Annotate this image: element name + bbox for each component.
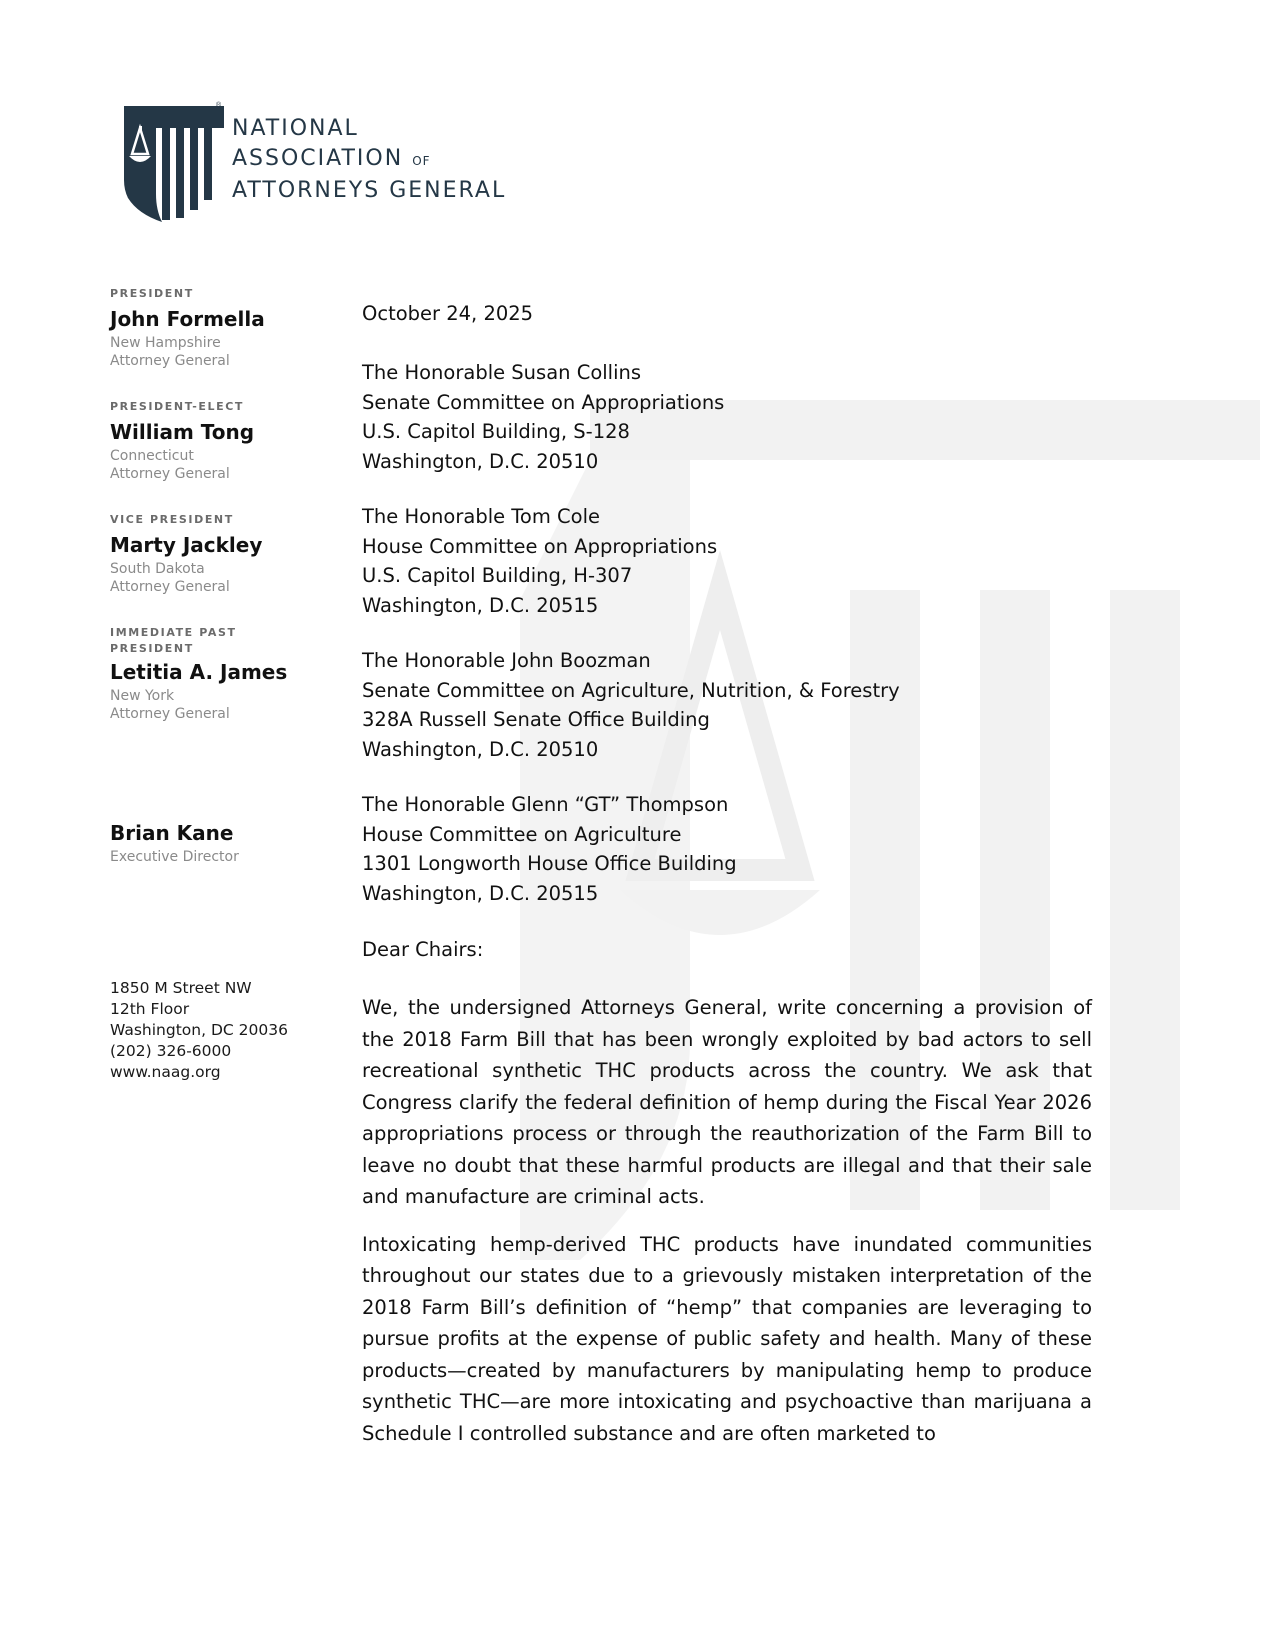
- executive-director: [110, 816, 330, 866]
- contact-website: www.naag.org: [110, 1063, 221, 1081]
- logo-wordmark: [232, 114, 506, 206]
- officer-role: PRESIDENT: [110, 642, 194, 655]
- addressee-building: U.S. Capitol Building, H-307: [362, 564, 633, 587]
- registered-mark: ®: [216, 102, 222, 109]
- body-paragraph: Intoxicating hemp-derived THC products have inundated communities throughout our states due to a grievously mistaken interpretation of the 2018 Farm Bill’s definition of “hemp” that companies are leveraging to pursue profits at the expense of public safety and health. Many of these products—created by manufacturers by manipulating hemp to produce synthetic THC—are more intoxicating and psychoactive than marijuana a Schedule I controlled substance and are often marketed to: [362, 1232, 1092, 1445]
- officer-name: William Tong: [110, 420, 255, 444]
- naag-logo: [106, 98, 546, 230]
- scales-column-icon: [122, 106, 230, 224]
- logo-line-3: ATTORNEYS GENERAL: [232, 178, 507, 203]
- officer-immediate-past-president: [110, 625, 330, 723]
- officer-state: New Hampshire: [110, 335, 221, 351]
- officer-title: Attorney General: [110, 706, 230, 722]
- contact-phone: (202) 326-6000: [110, 1042, 232, 1060]
- addressee-building: 328A Russell Senate Office Building: [362, 708, 710, 731]
- contact-address: [110, 978, 288, 1083]
- officer-president-elect: [110, 399, 330, 483]
- addressee-city: Washington, D.C. 20510: [362, 737, 599, 761]
- body-paragraph: We, the undersigned Attorneys General, write concerning a provision of the 2018 Farm Bill that has been wrongly exploited by bad actors to sell recreational synthetic THC products across the country. We ask that Congress clarify the federal definition of hemp during the Fiscal Year 2026 appropriations process or through the reauthorization of the Farm Bill to leave no doubt that these harmful products are illegal and that their sale and manufacture are criminal acts.: [362, 996, 1092, 1208]
- officer-state: Connecticut: [110, 448, 194, 464]
- addressee-city: Washington, D.C. 20515: [362, 881, 599, 905]
- letter-date: October 24, 2025: [362, 302, 534, 325]
- officer-state: South Dakota: [110, 561, 205, 577]
- addressee-block: [362, 358, 1092, 476]
- officer-role: PRESIDENT-ELECT: [110, 400, 244, 413]
- address-city: Washington, DC 20036: [110, 1021, 288, 1039]
- officer-title: Executive Director: [110, 849, 239, 865]
- officer-role: VICE PRESIDENT: [110, 513, 234, 526]
- address-street: 1850 M Street NW: [110, 979, 252, 997]
- addressee-name: The Honorable Susan Collins: [362, 361, 642, 384]
- officer-name: Brian Kane: [110, 821, 234, 845]
- addressee-block: [362, 502, 1092, 620]
- officer-president: [110, 286, 330, 370]
- officer-state: New York: [110, 688, 175, 704]
- addressee-city: Washington, D.C. 20510: [362, 449, 599, 473]
- officer-title: Attorney General: [110, 466, 230, 482]
- logo-line-1: NATIONAL: [232, 116, 359, 141]
- officer-name: John Formella: [110, 307, 265, 331]
- logo-line-2: [232, 144, 506, 176]
- addressee-building: 1301 Longworth House Office Building: [362, 852, 737, 875]
- officer-title: Attorney General: [110, 579, 230, 595]
- addressee-name: The Honorable John Boozman: [362, 649, 651, 672]
- officer-vice-president: [110, 512, 330, 596]
- addressee-name: The Honorable Glenn “GT” Thompson: [362, 793, 729, 816]
- letter-body: [362, 300, 1092, 1449]
- addressee-building: U.S. Capitol Building, S-128: [362, 420, 630, 443]
- officer-role: IMMEDIATE PAST: [110, 626, 237, 639]
- addressee-name: The Honorable Tom Cole: [362, 505, 600, 528]
- addressee-committee: House Committee on Agriculture: [362, 822, 682, 846]
- addressee-committee: Senate Committee on Agriculture, Nutrition, & Forestry: [362, 678, 900, 702]
- officer-role: PRESIDENT: [110, 287, 194, 300]
- addressee-committee: House Committee on Appropriations: [362, 534, 718, 558]
- logo-line-2-small: OF: [412, 154, 431, 168]
- addressee-block: [362, 646, 1092, 764]
- logo-line-2-main: ASSOCIATION: [232, 146, 404, 171]
- addressee-committee: Senate Committee on Appropriations: [362, 390, 725, 414]
- officer-name: Letitia A. James: [110, 660, 288, 684]
- addressee-city: Washington, D.C. 20515: [362, 593, 599, 617]
- officer-title: Attorney General: [110, 353, 230, 369]
- addressee-block: [362, 790, 1092, 908]
- address-floor: 12th Floor: [110, 1000, 190, 1018]
- officer-name: Marty Jackley: [110, 533, 263, 557]
- salutation: Dear Chairs:: [362, 938, 484, 961]
